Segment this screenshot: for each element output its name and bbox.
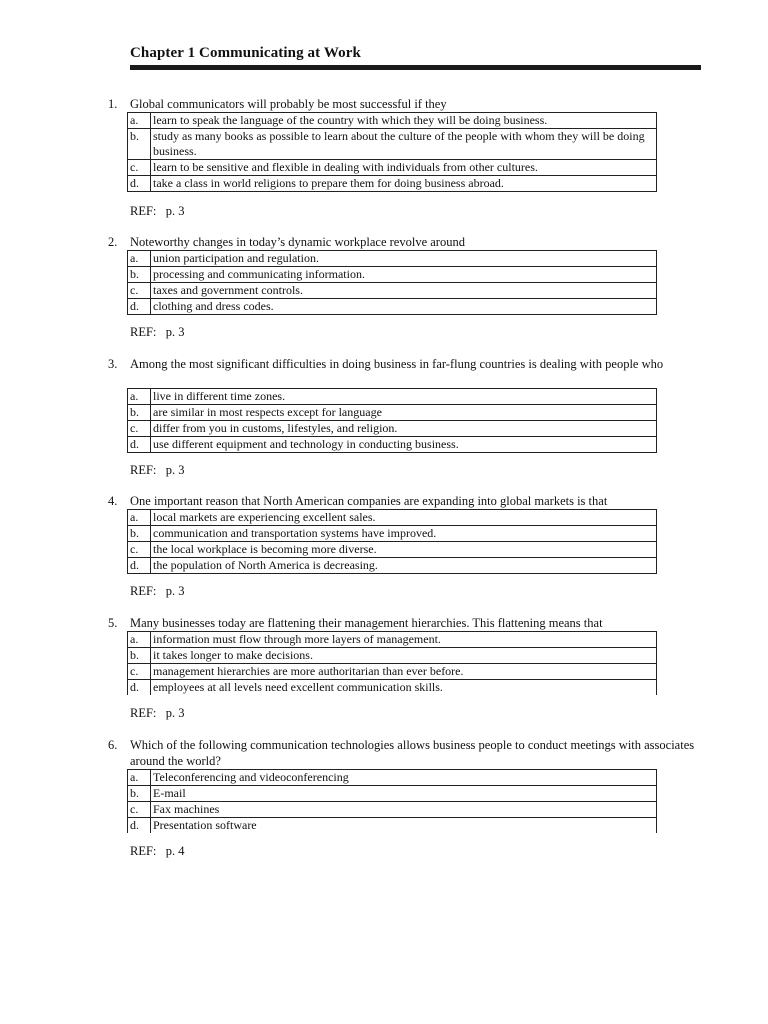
choice-text: taxes and government controls. [151,283,657,299]
choice-letter: b. [128,648,151,664]
choice-text: information must flow through more layers of management. [151,632,657,648]
question-text: Among the most significant difficulties in doing business in far-flung countries is dealing with people who [130,357,664,371]
choice-row [128,558,657,574]
choice-letter: c. [128,664,151,680]
choice-letter: d. [128,437,151,453]
choice-row [128,770,657,786]
choice-row [128,664,657,680]
choice-row [128,680,657,696]
choice-text: learn to speak the language of the country with which they will be doing business. [151,113,657,129]
reference [130,583,185,599]
choice-row [128,542,657,558]
reference [130,705,185,721]
answer-choices [127,112,657,192]
choice-text: local markets are experiencing excellent sales. [151,510,657,526]
choice-letter: b. [128,526,151,542]
reference [130,203,185,219]
choice-letter: d. [128,818,151,834]
ref-page: p. 4 [165,844,185,858]
choice-letter: b. [128,405,151,421]
choice-text: live in different time zones. [151,389,657,405]
answer-choices [127,250,657,315]
choice-text: clothing and dress codes. [151,299,657,315]
question-text: Noteworthy changes in today’s dynamic workplace revolve around [130,235,465,249]
choice-letter: a. [128,389,151,405]
ref-label: REF: [130,204,157,218]
choice-letter: a. [128,251,151,267]
reference [130,462,185,478]
answer-choices [127,631,657,695]
choice-letter: c. [128,542,151,558]
choice-text: differ from you in customs, lifestyles, and religion. [151,421,657,437]
choice-text: it takes longer to make decisions. [151,648,657,664]
ref-label: REF: [130,463,157,477]
choice-letter: d. [128,558,151,574]
answer-choices [127,388,657,453]
question-text: Many businesses today are flattening their management hierarchies. This flattening means that [130,616,603,630]
title-rule [130,65,701,70]
ref-label: REF: [130,844,157,858]
ref-page: p. 3 [165,706,185,720]
ref-label: REF: [130,325,157,339]
choice-row [128,421,657,437]
choice-letter: c. [128,421,151,437]
choice-text: the population of North America is decreasing. [151,558,657,574]
choice-row [128,437,657,453]
ref-page: p. 3 [165,204,185,218]
choice-row [128,251,657,267]
ref-page: p. 3 [165,325,185,339]
choice-text: employees at all levels need excellent communication skills. [151,680,657,696]
choice-text: take a class in world religions to prepare them for doing business abroad. [151,176,657,192]
answer-choices [127,769,657,833]
question-text: Global communicators will probably be most successful if they [130,97,447,111]
ref-label: REF: [130,584,157,598]
choice-letter: c. [128,283,151,299]
choice-letter: b. [128,786,151,802]
choice-text: union participation and regulation. [151,251,657,267]
choice-row [128,405,657,421]
choice-row [128,632,657,648]
question-number: 6. [108,738,118,752]
question-number: 5. [108,616,118,630]
choice-row [128,299,657,315]
choice-row [128,176,657,192]
choice-text: Teleconferencing and videoconferencing [151,770,657,786]
choice-letter: d. [128,299,151,315]
choice-row [128,389,657,405]
choice-letter: a. [128,632,151,648]
choice-text: management hierarchies are more authoritarian than ever before. [151,664,657,680]
choice-letter: c. [128,802,151,818]
choice-row [128,160,657,176]
choice-row [128,129,657,160]
choice-text: study as many books as possible to learn about the culture of the people with whom they will be doing business. [151,129,657,160]
question-number: 3. [108,357,118,371]
choice-row [128,113,657,129]
answer-choices [127,509,657,574]
choice-text: the local workplace is becoming more diverse. [151,542,657,558]
choice-text: communication and transportation systems have improved. [151,526,657,542]
ref-page: p. 3 [165,463,185,477]
choice-text: learn to be sensitive and flexible in dealing with individuals from other cultures. [151,160,657,176]
choice-text: Fax machines [151,802,657,818]
choice-text: Presentation software [151,818,657,834]
question-text: One important reason that North American companies are expanding into global markets is that [130,494,608,508]
choice-letter: d. [128,680,151,696]
choice-letter: a. [128,113,151,129]
choice-text: are similar in most respects except for language [151,405,657,421]
choice-letter: b. [128,129,151,160]
choice-row [128,510,657,526]
question-number: 2. [108,235,118,249]
choice-text: use different equipment and technology in conducting business. [151,437,657,453]
reference [130,324,185,340]
choice-row [128,526,657,542]
choice-letter: a. [128,510,151,526]
choice-letter: d. [128,176,151,192]
question-number: 1. [108,97,118,111]
ref-page: p. 3 [165,584,185,598]
question-text: Which of the following communication technologies allows business people to conduct meetings with associates around the world? [130,738,695,768]
choice-row [128,802,657,818]
choice-row [128,267,657,283]
choice-letter: c. [128,160,151,176]
choice-text: E-mail [151,786,657,802]
chapter-title: Chapter 1 Communicating at Work [130,45,361,61]
choice-letter: b. [128,267,151,283]
ref-label: REF: [130,706,157,720]
reference [130,843,185,859]
choice-row [128,818,657,834]
choice-row [128,786,657,802]
choice-row [128,648,657,664]
choice-letter: a. [128,770,151,786]
question-number: 4. [108,494,118,508]
choice-text: processing and communicating information. [151,267,657,283]
choice-row [128,283,657,299]
